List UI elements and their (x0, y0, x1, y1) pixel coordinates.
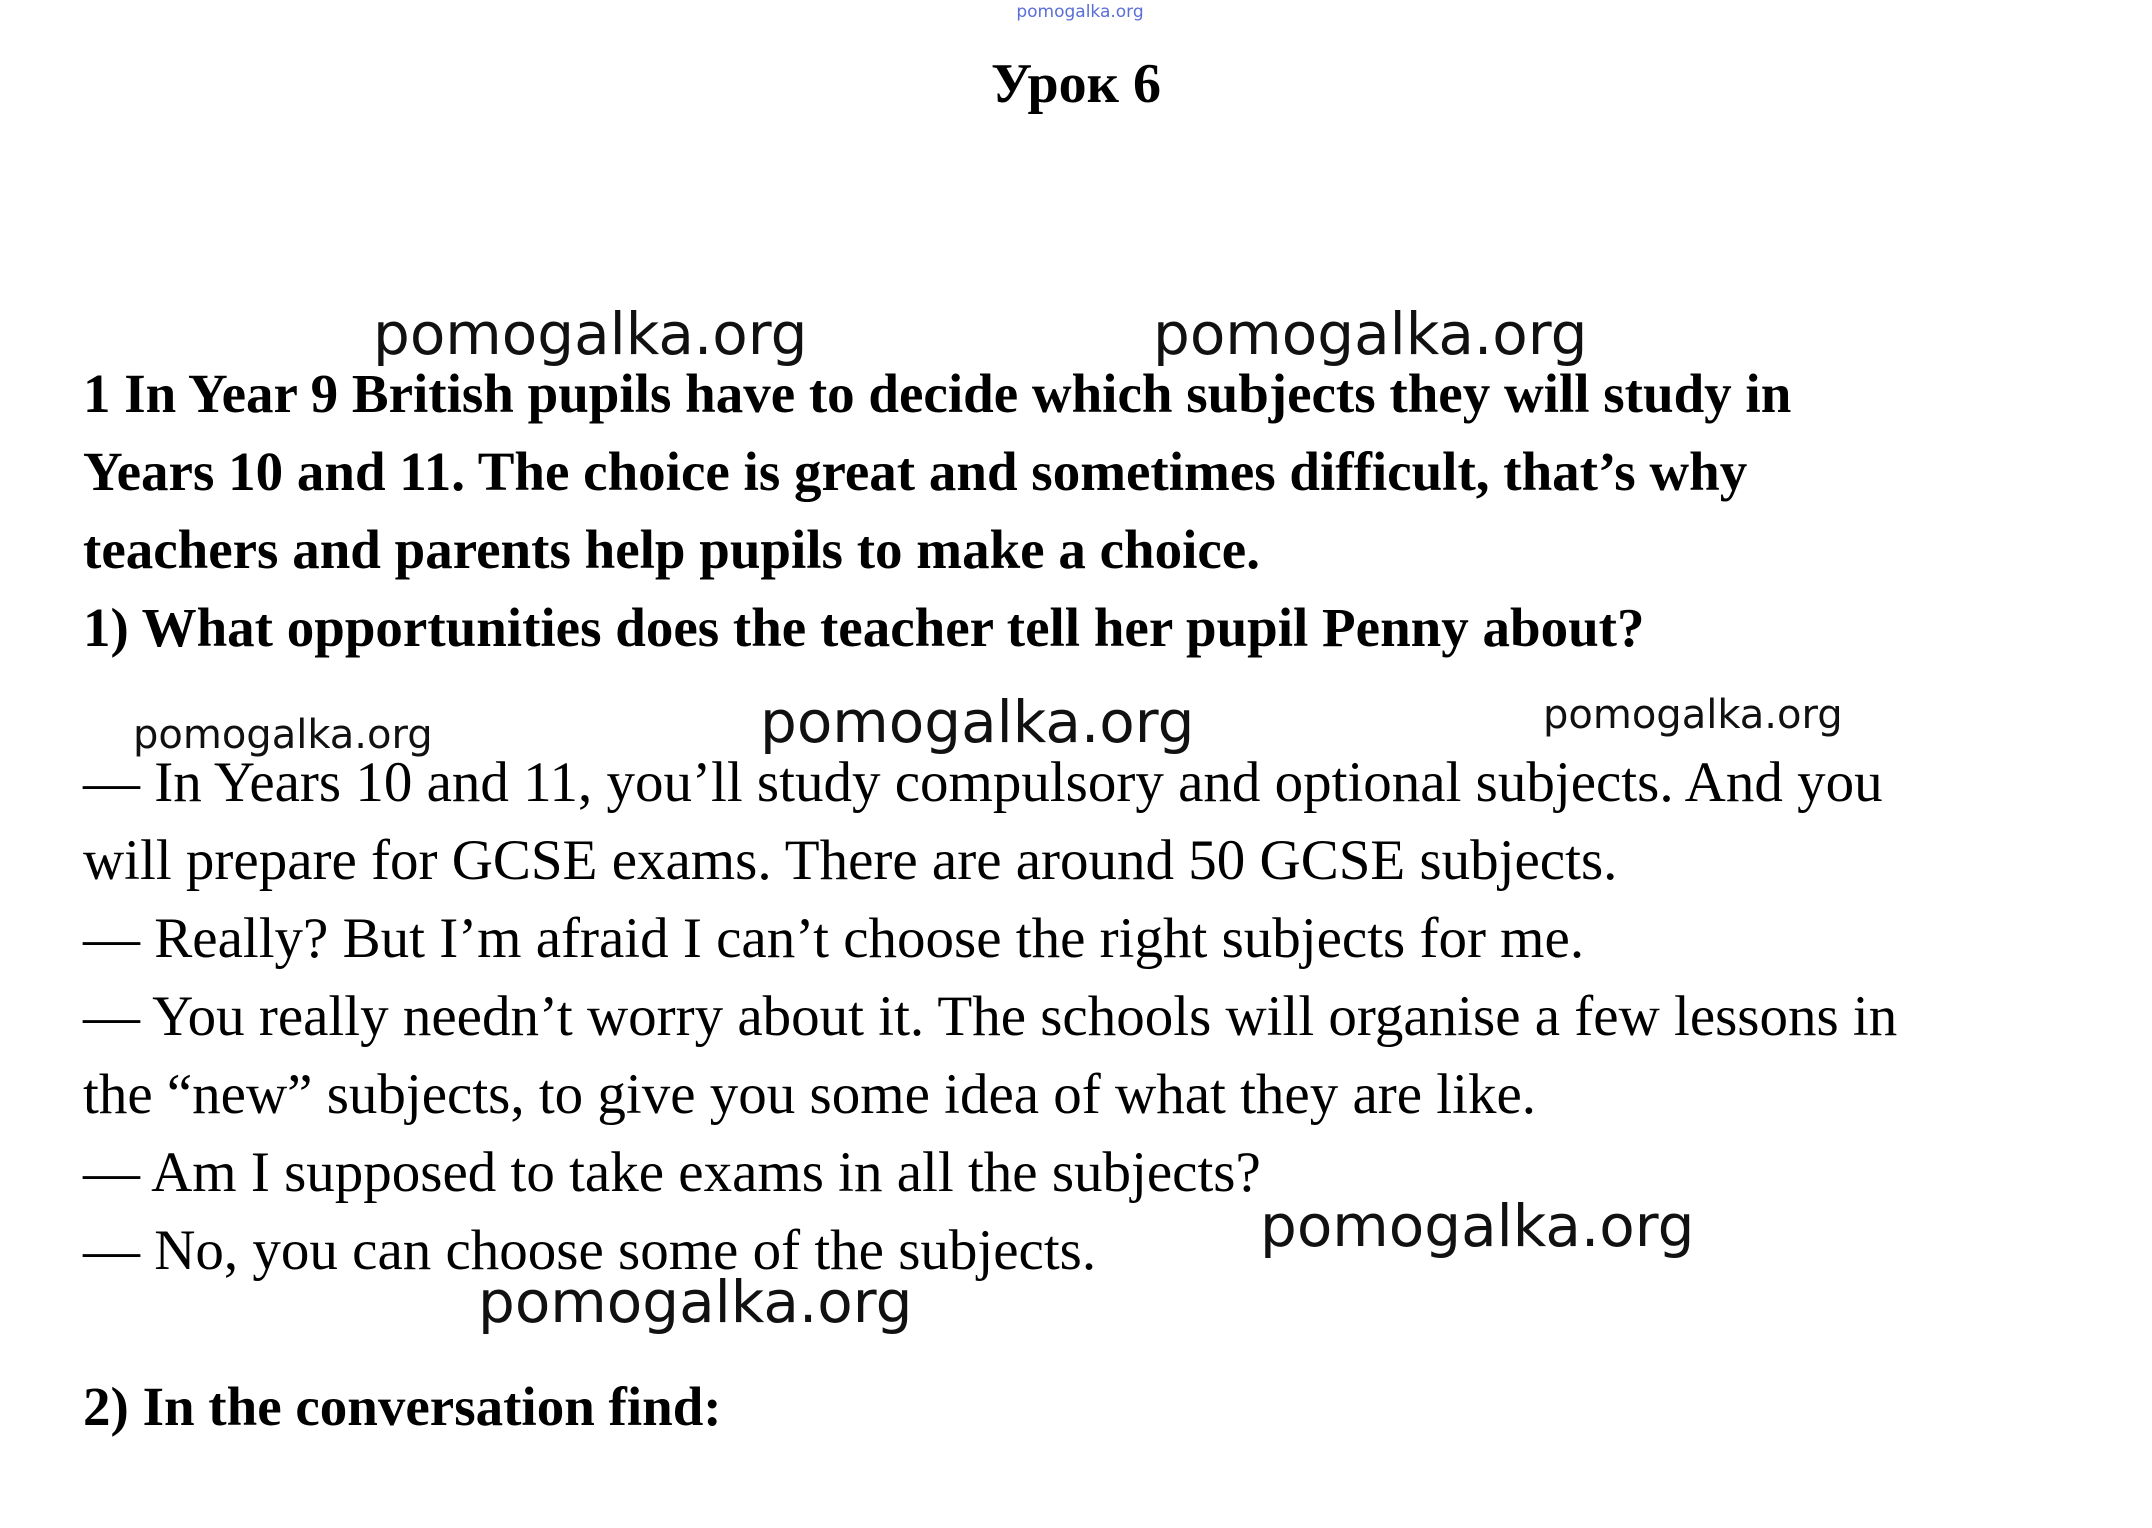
watermark: pomogalka.org (478, 1268, 913, 1336)
watermark: pomogalka.org (1543, 692, 1843, 738)
watermark: pomogalka.org (1260, 1192, 1695, 1260)
dialogue-line-4: — You really needn’t worry about it. The schools will organise a few lessons in (83, 985, 1898, 1048)
dialogue-line-3: — Really? But I’m afraid I can’t choose the right subjects for me. (83, 907, 1585, 970)
task1-question: 1) What opportunities does the teacher tell her pupil Penny about? (83, 597, 1645, 658)
watermark: pomogalka.org (1153, 300, 1588, 368)
dialogue-line-2: will prepare for GCSE exams. There are around 50 GCSE subjects. (83, 829, 1618, 892)
task1-line-2: Years 10 and 11. The choice is great and sometimes difficult, that’s why (83, 441, 1748, 502)
lesson-title: Урок 6 (991, 53, 1161, 115)
watermark: pomogalka.org (760, 688, 1195, 756)
dialogue-line-1: — In Years 10 and 11, you’ll study compulsory and optional subjects. And you (83, 751, 1883, 814)
watermark: pomogalka.org (133, 712, 433, 758)
site-watermark-top: pomogalka.org (1016, 2, 1144, 22)
dialogue-line-5: the “new” subjects, to give you some idea of what they are like. (83, 1063, 1537, 1126)
task1-line-3: teachers and parents help pupils to make a choice. (83, 519, 1260, 580)
task1-line-1: 1 In Year 9 British pupils have to decide which subjects they will study in (83, 363, 1792, 424)
dialogue-line-6: — Am I supposed to take exams in all the subjects? (83, 1141, 1261, 1204)
dialogue-line-7: — No, you can choose some of the subjects. (83, 1219, 1097, 1282)
task2-heading: 2) In the conversation find: (83, 1376, 722, 1437)
watermark: pomogalka.org (373, 300, 808, 368)
